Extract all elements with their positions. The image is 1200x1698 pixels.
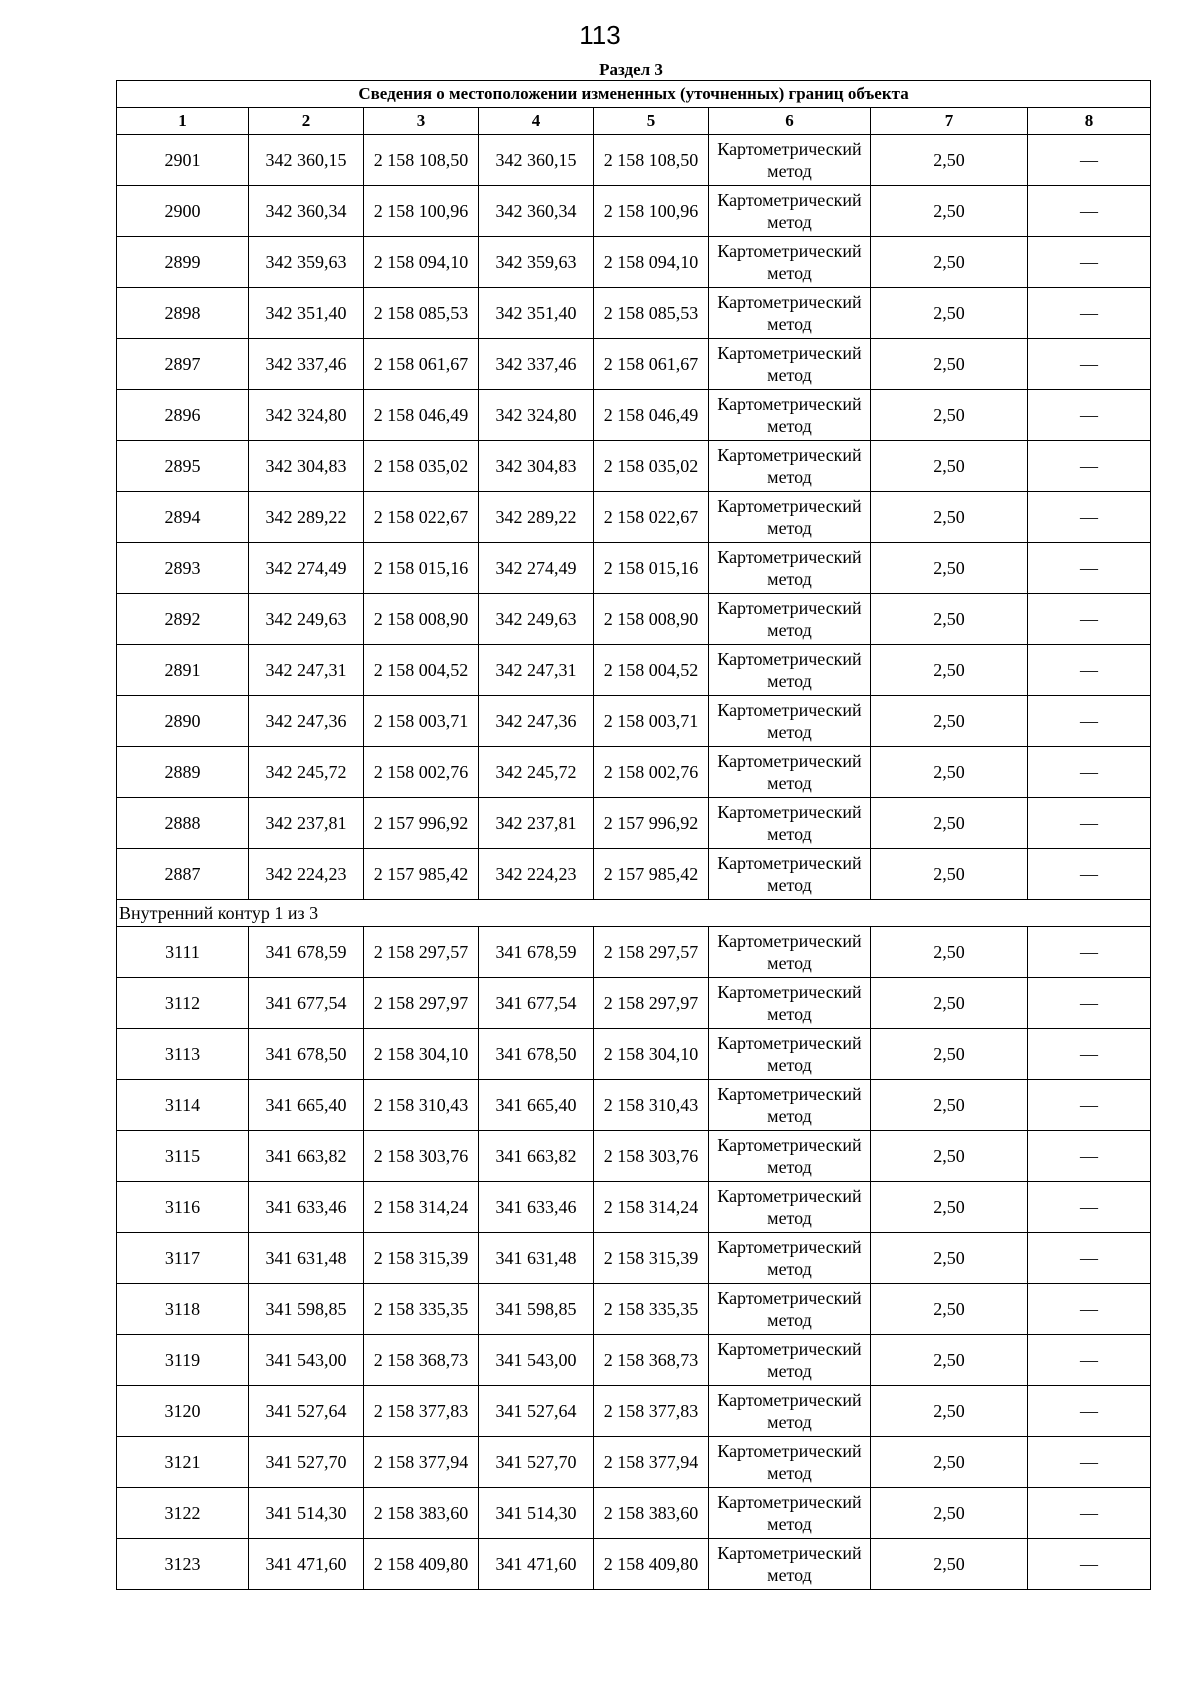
point-description-cell: — [1028,543,1151,594]
new-x-cell: 342 337,46 [479,339,594,390]
old-y-cell: 2 158 085,53 [364,288,479,339]
point-description-cell: — [1028,492,1151,543]
method-cell: Картометрический метод [709,441,871,492]
new-x-cell: 342 324,80 [479,390,594,441]
precision-cell: 2,50 [871,1233,1028,1284]
new-y-cell: 2 158 335,35 [594,1284,709,1335]
new-x-cell: 342 360,34 [479,186,594,237]
old-x-cell: 341 631,48 [249,1233,364,1284]
new-x-cell: 342 351,40 [479,288,594,339]
point-number-cell: 3113 [117,1029,249,1080]
precision-cell: 2,50 [871,339,1028,390]
precision-cell: 2,50 [871,1080,1028,1131]
old-y-cell: 2 158 377,83 [364,1386,479,1437]
old-y-cell: 2 158 100,96 [364,186,479,237]
new-x-cell: 342 359,63 [479,237,594,288]
old-y-cell: 2 158 304,10 [364,1029,479,1080]
column-number-row [117,108,1151,135]
point-description-cell: — [1028,288,1151,339]
page-number: 113 [579,20,621,50]
method-cell: Картометрический метод [709,1182,871,1233]
point-description-cell: — [1028,798,1151,849]
table-row [117,978,1151,1029]
point-description-cell: — [1028,1539,1151,1590]
precision-cell: 2,50 [871,798,1028,849]
method-cell: Картометрический метод [709,1386,871,1437]
table-row [117,849,1151,900]
point-number-cell: 3115 [117,1131,249,1182]
point-number-cell: 2896 [117,390,249,441]
new-y-cell: 2 158 409,80 [594,1539,709,1590]
table-row [117,594,1151,645]
method-cell: Картометрический метод [709,186,871,237]
new-y-cell: 2 158 100,96 [594,186,709,237]
point-number-cell: 3117 [117,1233,249,1284]
new-y-cell: 2 158 003,71 [594,696,709,747]
old-y-cell: 2 158 108,50 [364,135,479,186]
new-x-cell: 341 527,70 [479,1437,594,1488]
table-row [117,927,1151,978]
contour-label: Внутренний контур 1 из 3 [117,900,1151,927]
method-cell: Картометрический метод [709,849,871,900]
point-number-cell: 2900 [117,186,249,237]
point-description-cell: — [1028,441,1151,492]
precision-cell: 2,50 [871,1284,1028,1335]
old-x-cell: 341 598,85 [249,1284,364,1335]
precision-cell: 2,50 [871,1131,1028,1182]
old-x-cell: 341 514,30 [249,1488,364,1539]
method-cell: Картометрический метод [709,492,871,543]
point-number-cell: 3111 [117,927,249,978]
point-description-cell: — [1028,390,1151,441]
new-y-cell: 2 158 002,76 [594,747,709,798]
point-description-cell: — [1028,594,1151,645]
method-cell: Картометрический метод [709,978,871,1029]
old-x-cell: 342 237,81 [249,798,364,849]
point-description-cell: — [1028,1131,1151,1182]
point-number-cell: 3118 [117,1284,249,1335]
precision-cell: 2,50 [871,1182,1028,1233]
method-cell: Картометрический метод [709,390,871,441]
old-x-cell: 341 665,40 [249,1080,364,1131]
old-y-cell: 2 158 046,49 [364,390,479,441]
old-x-cell: 341 471,60 [249,1539,364,1590]
old-y-cell: 2 158 094,10 [364,237,479,288]
new-y-cell: 2 158 061,67 [594,339,709,390]
new-y-cell: 2 158 297,57 [594,927,709,978]
table-title: Сведения о местоположении измененных (уточненных) границ объекта [117,81,1151,108]
method-cell: Картометрический метод [709,339,871,390]
point-description-cell: — [1028,1182,1151,1233]
new-y-cell: 2 158 022,67 [594,492,709,543]
point-number-cell: 2891 [117,645,249,696]
point-number-cell: 2897 [117,339,249,390]
point-number-cell: 3121 [117,1437,249,1488]
old-y-cell: 2 158 061,67 [364,339,479,390]
point-number-cell: 2890 [117,696,249,747]
table-row [117,1335,1151,1386]
point-description-cell: — [1028,237,1151,288]
new-y-cell: 2 158 015,16 [594,543,709,594]
point-number-cell: 3123 [117,1539,249,1590]
old-y-cell: 2 158 303,76 [364,1131,479,1182]
new-x-cell: 341 665,40 [479,1080,594,1131]
new-y-cell: 2 158 377,94 [594,1437,709,1488]
table-row [117,1233,1151,1284]
new-y-cell: 2 158 383,60 [594,1488,709,1539]
old-y-cell: 2 158 297,97 [364,978,479,1029]
old-x-cell: 342 304,83 [249,441,364,492]
old-x-cell: 341 663,82 [249,1131,364,1182]
old-x-cell: 342 351,40 [249,288,364,339]
old-x-cell: 341 677,54 [249,978,364,1029]
point-number-cell: 2893 [117,543,249,594]
new-y-cell: 2 158 085,53 [594,288,709,339]
new-x-cell: 341 543,00 [479,1335,594,1386]
table-row [117,390,1151,441]
precision-cell: 2,50 [871,492,1028,543]
new-x-cell: 341 678,59 [479,927,594,978]
new-y-cell: 2 157 985,42 [594,849,709,900]
old-y-cell: 2 158 002,76 [364,747,479,798]
method-cell: Картометрический метод [709,1488,871,1539]
point-number-cell: 2895 [117,441,249,492]
method-cell: Картометрический метод [709,1335,871,1386]
new-x-cell: 342 360,15 [479,135,594,186]
new-y-cell: 2 158 377,83 [594,1386,709,1437]
old-y-cell: 2 158 022,67 [364,492,479,543]
column-number: 2 [249,108,364,135]
method-cell: Картометрический метод [709,1284,871,1335]
old-x-cell: 342 359,63 [249,237,364,288]
table-row [117,1182,1151,1233]
precision-cell: 2,50 [871,186,1028,237]
old-y-cell: 2 158 335,35 [364,1284,479,1335]
precision-cell: 2,50 [871,1437,1028,1488]
method-cell: Картометрический метод [709,1233,871,1284]
old-x-cell: 342 247,31 [249,645,364,696]
table-row [117,543,1151,594]
table-row [117,288,1151,339]
new-x-cell: 342 245,72 [479,747,594,798]
new-y-cell: 2 158 310,43 [594,1080,709,1131]
method-cell: Картометрический метод [709,1437,871,1488]
precision-cell: 2,50 [871,1539,1028,1590]
new-y-cell: 2 158 035,02 [594,441,709,492]
point-description-cell: — [1028,1029,1151,1080]
old-y-cell: 2 158 315,39 [364,1233,479,1284]
new-x-cell: 341 677,54 [479,978,594,1029]
table-row [117,747,1151,798]
boundary-coordinates-table [116,80,1151,1590]
method-cell: Картометрический метод [709,696,871,747]
new-x-cell: 341 527,64 [479,1386,594,1437]
new-x-cell: 341 663,82 [479,1131,594,1182]
point-number-cell: 2894 [117,492,249,543]
point-description-cell: — [1028,135,1151,186]
old-y-cell: 2 157 985,42 [364,849,479,900]
new-y-cell: 2 158 368,73 [594,1335,709,1386]
point-number-cell: 2888 [117,798,249,849]
column-number: 8 [1028,108,1151,135]
table-row [117,339,1151,390]
old-y-cell: 2 158 297,57 [364,927,479,978]
new-y-cell: 2 158 094,10 [594,237,709,288]
new-y-cell: 2 158 108,50 [594,135,709,186]
table-row [117,696,1151,747]
point-description-cell: — [1028,1488,1151,1539]
precision-cell: 2,50 [871,978,1028,1029]
point-number-cell: 3120 [117,1386,249,1437]
old-x-cell: 342 249,63 [249,594,364,645]
new-y-cell: 2 158 314,24 [594,1182,709,1233]
old-x-cell: 341 527,70 [249,1437,364,1488]
contour-label-row [117,900,1151,927]
new-x-cell: 342 289,22 [479,492,594,543]
section-heading: Раздел 3 [599,60,663,79]
table-row [117,1386,1151,1437]
new-y-cell: 2 157 996,92 [594,798,709,849]
old-y-cell: 2 158 377,94 [364,1437,479,1488]
precision-cell: 2,50 [871,747,1028,798]
table-row [117,237,1151,288]
table-row [117,1437,1151,1488]
precision-cell: 2,50 [871,696,1028,747]
old-x-cell: 342 274,49 [249,543,364,594]
table-row [117,135,1151,186]
precision-cell: 2,50 [871,1488,1028,1539]
old-x-cell: 342 360,34 [249,186,364,237]
point-description-cell: — [1028,645,1151,696]
table-row [117,1029,1151,1080]
table-row [117,441,1151,492]
precision-cell: 2,50 [871,1386,1028,1437]
point-description-cell: — [1028,1437,1151,1488]
point-number-cell: 3116 [117,1182,249,1233]
method-cell: Картометрический метод [709,645,871,696]
new-y-cell: 2 158 315,39 [594,1233,709,1284]
precision-cell: 2,50 [871,135,1028,186]
point-number-cell: 2889 [117,747,249,798]
table-row [117,1080,1151,1131]
precision-cell: 2,50 [871,645,1028,696]
precision-cell: 2,50 [871,441,1028,492]
new-y-cell: 2 158 304,10 [594,1029,709,1080]
new-y-cell: 2 158 008,90 [594,594,709,645]
old-x-cell: 341 543,00 [249,1335,364,1386]
point-description-cell: — [1028,1233,1151,1284]
precision-cell: 2,50 [871,1335,1028,1386]
method-cell: Картометрический метод [709,1080,871,1131]
method-cell: Картометрический метод [709,237,871,288]
new-y-cell: 2 158 303,76 [594,1131,709,1182]
method-cell: Картометрический метод [709,1539,871,1590]
old-x-cell: 342 324,80 [249,390,364,441]
old-y-cell: 2 157 996,92 [364,798,479,849]
old-y-cell: 2 158 314,24 [364,1182,479,1233]
point-number-cell: 3122 [117,1488,249,1539]
point-number-cell: 2899 [117,237,249,288]
old-x-cell: 342 245,72 [249,747,364,798]
point-description-cell: — [1028,1386,1151,1437]
old-y-cell: 2 158 004,52 [364,645,479,696]
method-cell: Картометрический метод [709,1131,871,1182]
old-y-cell: 2 158 035,02 [364,441,479,492]
old-x-cell: 341 678,50 [249,1029,364,1080]
new-x-cell: 342 224,23 [479,849,594,900]
old-y-cell: 2 158 368,73 [364,1335,479,1386]
point-description-cell: — [1028,1080,1151,1131]
table-row [117,798,1151,849]
point-number-cell: 2898 [117,288,249,339]
table-row [117,1284,1151,1335]
old-x-cell: 341 527,64 [249,1386,364,1437]
new-y-cell: 2 158 046,49 [594,390,709,441]
old-x-cell: 341 678,59 [249,927,364,978]
new-x-cell: 342 304,83 [479,441,594,492]
method-cell: Картометрический метод [709,927,871,978]
old-y-cell: 2 158 409,80 [364,1539,479,1590]
old-x-cell: 342 360,15 [249,135,364,186]
point-description-cell: — [1028,696,1151,747]
new-x-cell: 342 247,31 [479,645,594,696]
old-x-cell: 342 337,46 [249,339,364,390]
method-cell: Картометрический метод [709,747,871,798]
column-number: 3 [364,108,479,135]
column-number: 6 [709,108,871,135]
method-cell: Картометрический метод [709,594,871,645]
new-x-cell: 342 237,81 [479,798,594,849]
point-number-cell: 3112 [117,978,249,1029]
column-number: 4 [479,108,594,135]
new-x-cell: 341 514,30 [479,1488,594,1539]
method-cell: Картометрический метод [709,1029,871,1080]
old-x-cell: 342 247,36 [249,696,364,747]
point-number-cell: 2892 [117,594,249,645]
new-x-cell: 342 274,49 [479,543,594,594]
point-description-cell: — [1028,747,1151,798]
point-number-cell: 2887 [117,849,249,900]
method-cell: Картометрический метод [709,543,871,594]
old-y-cell: 2 158 015,16 [364,543,479,594]
old-x-cell: 342 224,23 [249,849,364,900]
point-description-cell: — [1028,1284,1151,1335]
method-cell: Картометрический метод [709,135,871,186]
point-number-cell: 3119 [117,1335,249,1386]
point-description-cell: — [1028,186,1151,237]
old-y-cell: 2 158 310,43 [364,1080,479,1131]
method-cell: Картометрический метод [709,798,871,849]
point-number-cell: 3114 [117,1080,249,1131]
new-y-cell: 2 158 004,52 [594,645,709,696]
precision-cell: 2,50 [871,390,1028,441]
column-number: 7 [871,108,1028,135]
precision-cell: 2,50 [871,849,1028,900]
old-x-cell: 342 289,22 [249,492,364,543]
new-x-cell: 342 249,63 [479,594,594,645]
column-number: 1 [117,108,249,135]
point-description-cell: — [1028,339,1151,390]
table-row [117,1488,1151,1539]
point-number-cell: 2901 [117,135,249,186]
precision-cell: 2,50 [871,288,1028,339]
precision-cell: 2,50 [871,927,1028,978]
old-y-cell: 2 158 383,60 [364,1488,479,1539]
new-x-cell: 341 631,48 [479,1233,594,1284]
old-y-cell: 2 158 003,71 [364,696,479,747]
point-description-cell: — [1028,978,1151,1029]
table-row [117,1131,1151,1182]
table-row [117,186,1151,237]
precision-cell: 2,50 [871,1029,1028,1080]
new-y-cell: 2 158 297,97 [594,978,709,1029]
table-row [117,492,1151,543]
new-x-cell: 341 678,50 [479,1029,594,1080]
precision-cell: 2,50 [871,594,1028,645]
new-x-cell: 342 247,36 [479,696,594,747]
new-x-cell: 341 471,60 [479,1539,594,1590]
point-description-cell: — [1028,849,1151,900]
point-description-cell: — [1028,927,1151,978]
point-description-cell: — [1028,1335,1151,1386]
method-cell: Картометрический метод [709,288,871,339]
precision-cell: 2,50 [871,237,1028,288]
new-x-cell: 341 633,46 [479,1182,594,1233]
new-x-cell: 341 598,85 [479,1284,594,1335]
table-title-row [117,81,1151,108]
table-row [117,1539,1151,1590]
column-number: 5 [594,108,709,135]
table-row [117,645,1151,696]
precision-cell: 2,50 [871,543,1028,594]
old-x-cell: 341 633,46 [249,1182,364,1233]
old-y-cell: 2 158 008,90 [364,594,479,645]
